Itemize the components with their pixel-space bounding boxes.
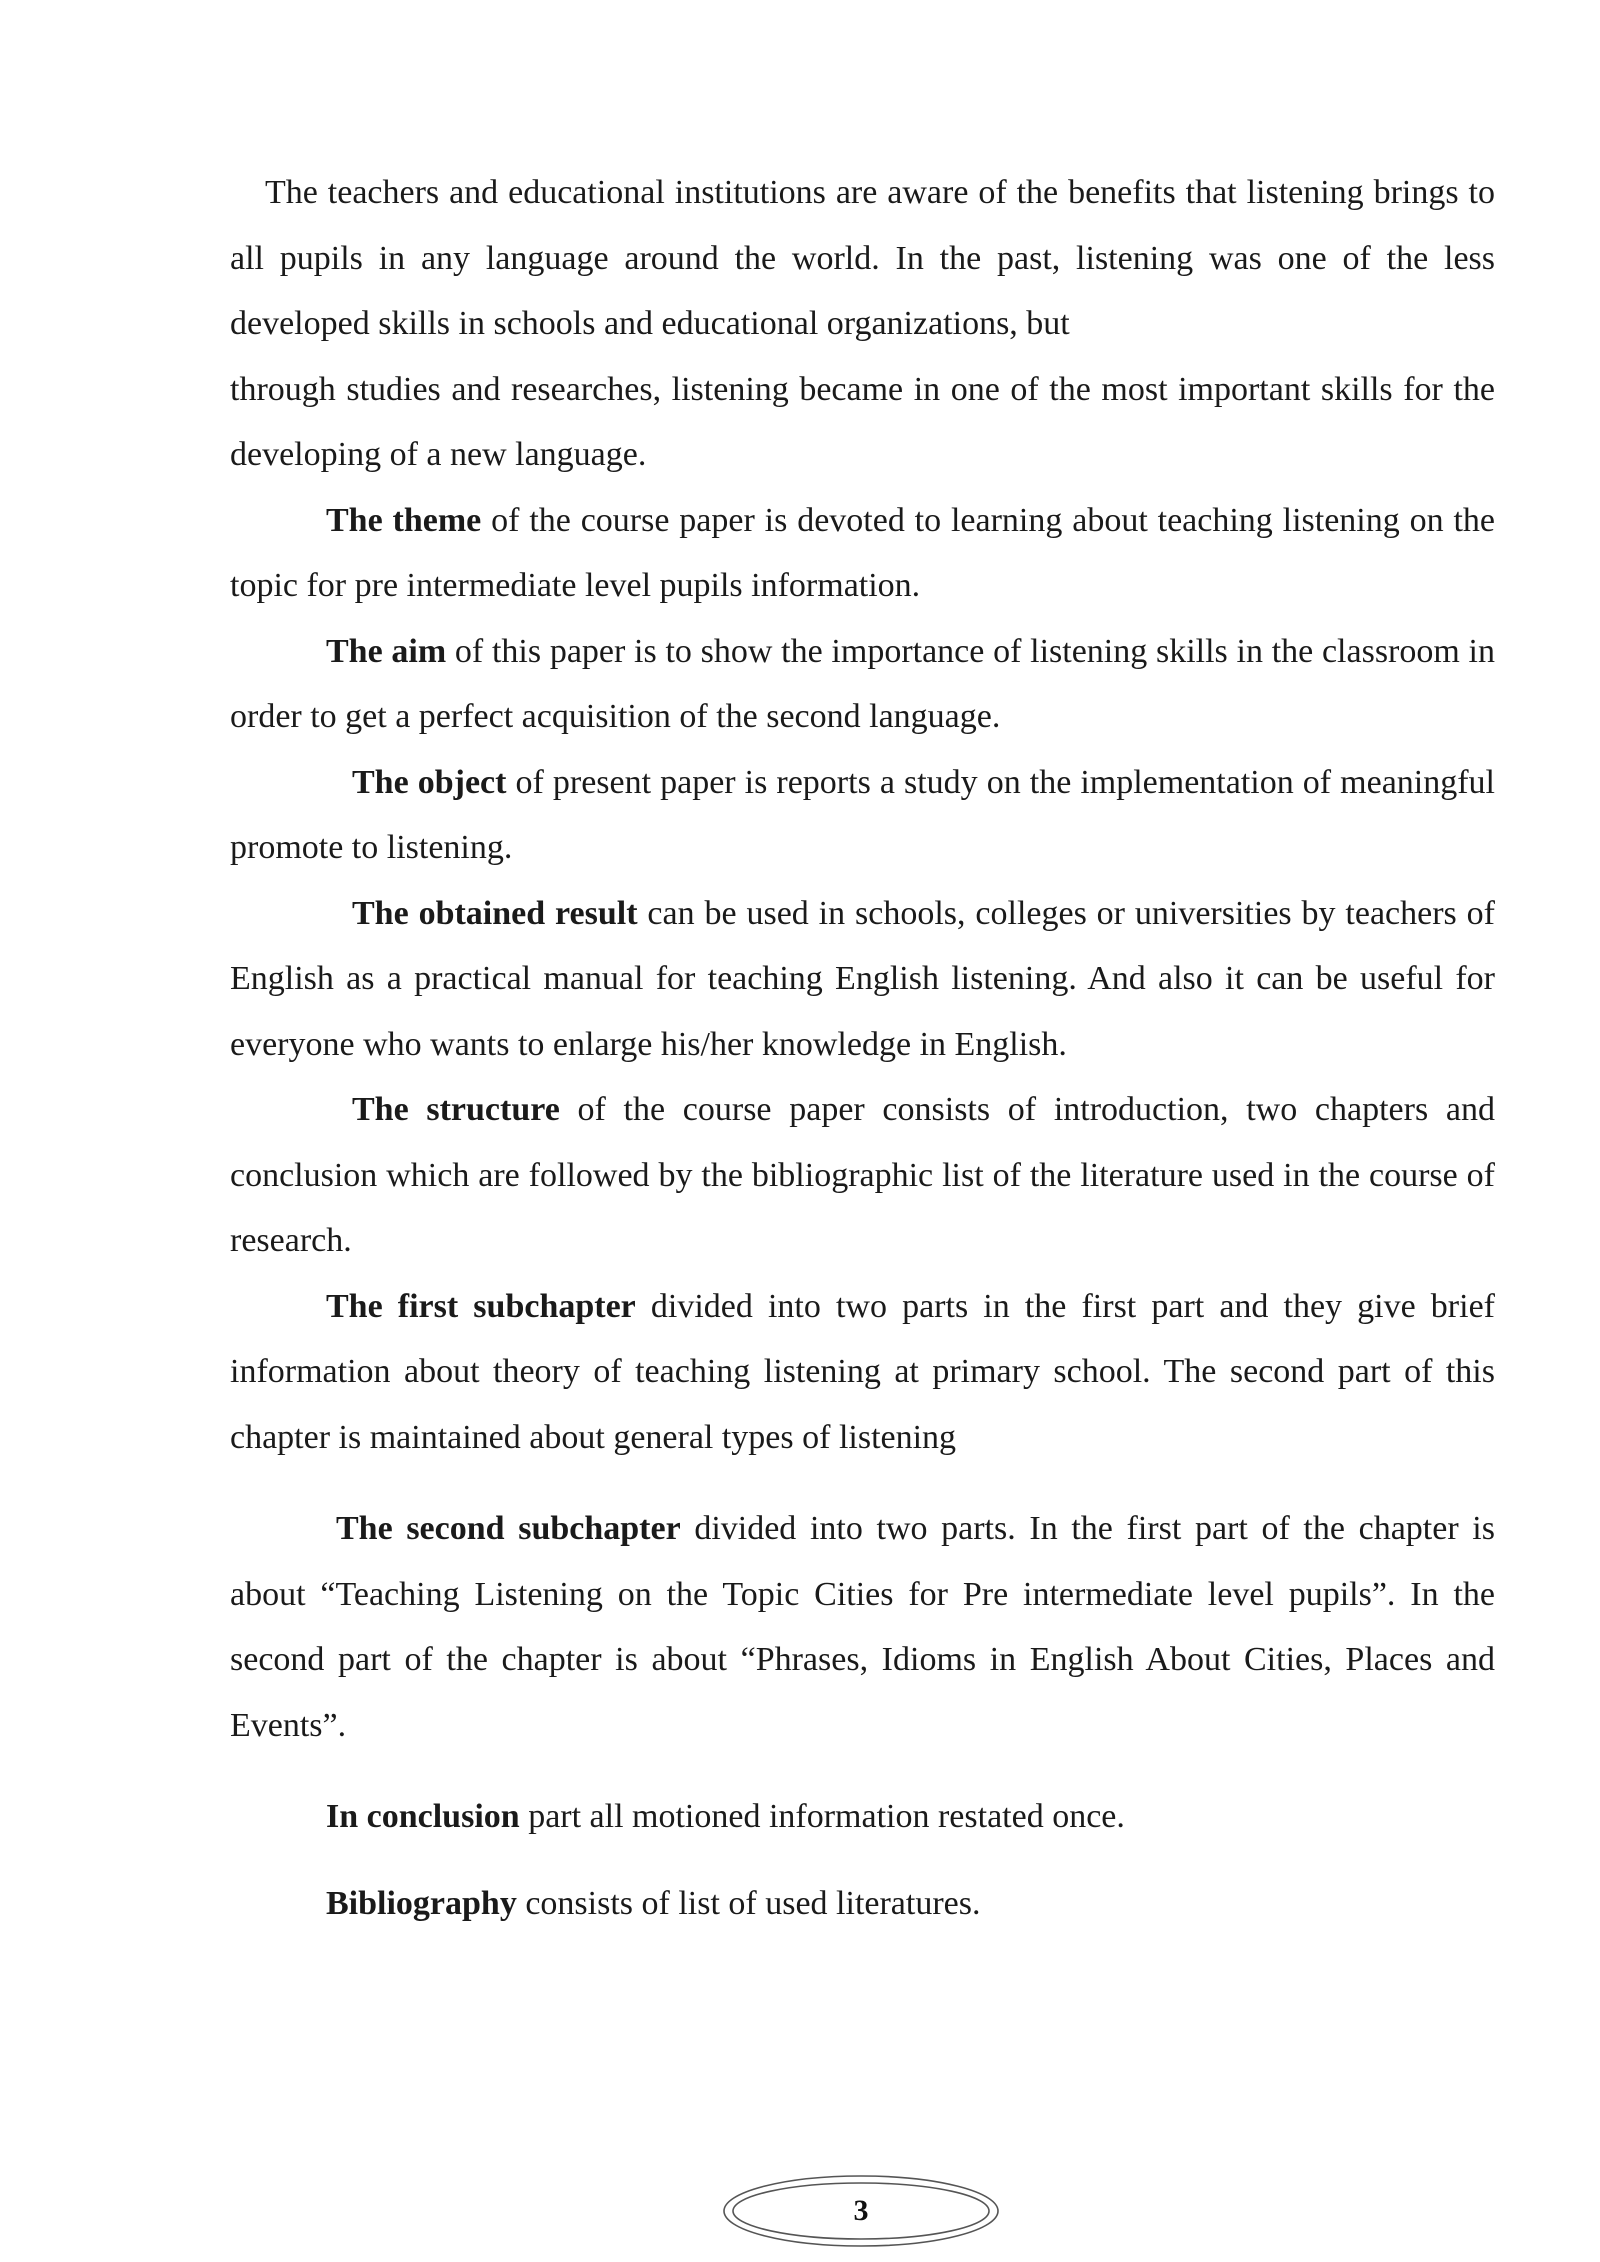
second-subchapter-paragraph <box>230 1496 1495 1758</box>
page-number: 3 <box>853 2194 869 2227</box>
conclusion-paragraph <box>230 1784 1495 1850</box>
aim-text: of this paper is to show the importance of listening skills in the classroom in order to get a perfect acquisition of the second language. <box>230 632 1495 735</box>
bibliography-label: Bibliography <box>326 1884 517 1922</box>
intro-paragraph <box>230 160 1495 488</box>
second-subchapter-text: divided into two parts. In the first part of the chapter is about “Teaching Listening on the Topic Cities for Pre intermediate level pupils”. In the second part of the chapter is about “Phrases, Idioms in English About Cities, Places and Events”. <box>230 1510 1495 1744</box>
bibliography-text: consists of list of used literatures. <box>516 1884 981 1922</box>
theme-label: The theme <box>326 501 482 539</box>
structure-label: The structure <box>352 1091 560 1128</box>
intro-text-part2: through studies and researches, listening became in one of the most important skills for the developing of a new language. <box>230 370 1495 473</box>
aim-paragraph <box>230 619 1495 750</box>
result-label: The obtained result <box>352 894 638 932</box>
page-number-badge <box>720 2172 1002 2250</box>
object-label: The object <box>352 763 507 801</box>
result-paragraph <box>230 881 1495 1078</box>
conclusion-label: In conclusion <box>326 1798 520 1835</box>
first-subchapter-paragraph <box>230 1274 1495 1471</box>
theme-paragraph <box>230 488 1495 619</box>
object-text: of present paper is reports a study on the implementation of meaningful promote to listening. <box>230 763 1495 866</box>
first-subchapter-label: The first subchapter <box>326 1287 636 1325</box>
body-text <box>230 160 1495 1936</box>
result-text: can be used in schools, colleges or universities by teachers of English as a practical manual for teaching English listening. And also it can be useful for everyone who wants to enlarge his/her knowledge in English. <box>230 894 1495 1063</box>
second-subchapter-label: The second subchapter <box>336 1510 681 1547</box>
aim-label: The aim <box>326 632 447 670</box>
theme-text: of the course paper is devoted to learning about teaching listening on the topic for pre intermediate level pupils information. <box>230 501 1496 604</box>
object-paragraph <box>230 750 1495 881</box>
bibliography-paragraph <box>230 1871 1495 1937</box>
first-subchapter-text: divided into two parts in the first part and they give brief information about theory of teaching listening at primary school. The second part of this chapter is maintained about general types of listening <box>230 1287 1495 1456</box>
conclusion-text: part all motioned information restated once. <box>519 1798 1125 1835</box>
structure-text: of the course paper consists of introduction, two chapters and conclusion which are followed by the bibliographic list of the literature used in the course of research. <box>230 1091 1495 1259</box>
structure-paragraph <box>230 1077 1495 1274</box>
intro-text-part1: The teachers and educational institutions are aware of the benefits that listening brings to all pupils in any language around the world. In the past, listening was one of the less developed skills in schools and educational organizations, but <box>230 174 1495 342</box>
